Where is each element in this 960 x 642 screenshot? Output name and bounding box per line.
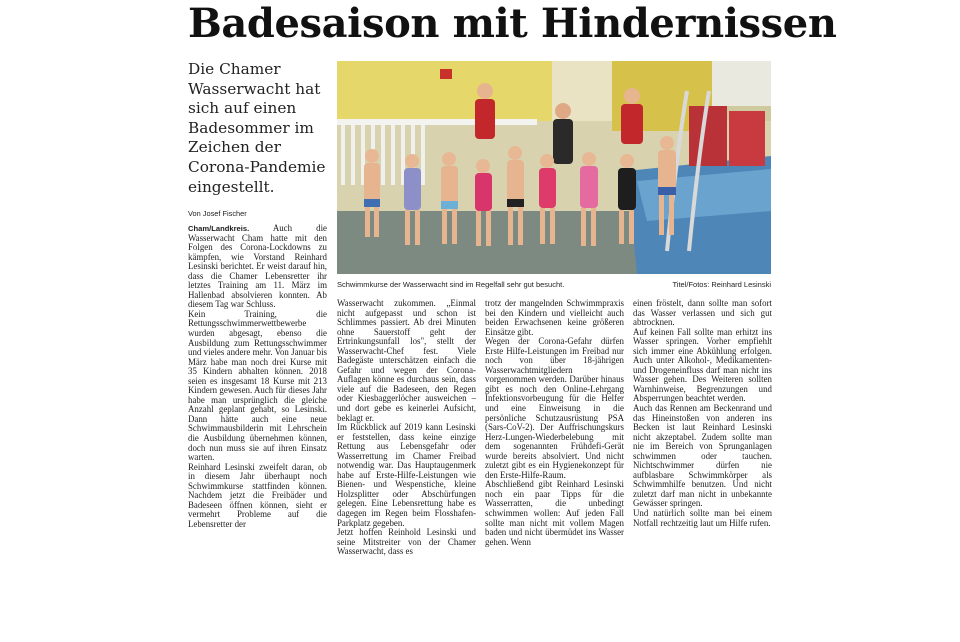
paragraph: Auf keinen Fall sollte man erhitzt ins Wasser springen. Vorher empfiehlt sich immer eine Abkühlung erfolgen. Auch unter Alkohol-, Medikamenten- und Drogeneinfluss darf man nicht ins Wasser gehen. Des Weiteren sollten Warnhinweise, Begrenzungen und Absperrungen beachtet werden. (633, 326, 772, 404)
article-column-4 (633, 299, 772, 642)
paragraph-text: Auch die Wasserwacht Cham hatte mit den Folgen des Corona-Lockdowns zu kämpfen, wie Vorstand Reinhard Lesinski berichtet. Er weist darauf hin, dass die Chamer Lebensretter ihr letztes Training am 11. März im Hallenbad absolvieren konnten. Ab diesem Tag war Schluss. (188, 224, 327, 310)
article-photo (337, 61, 771, 274)
paragraph: Und natürlich sollte man bei einem Notfall rechtzeitig laut um Hilfe rufen. (633, 508, 772, 528)
paragraph: einen fröstelt, dann sollte man sofort das Wasser verlassen und sich gut abtrocknen. (633, 299, 772, 328)
paragraph: Im Rückblick auf 2019 kann Lesinski er feststellen, dass keine einzige Rettung aus Lebensgefahr oder Wasserrettung im Chamer Freibad notwendig war. Das Hauptaugenmerk habe auf Erste-Hilfe-Leistungen wie Bienen- und Wespenstiche, kleine Holzsplitter oder Abschürfungen gelegen. Eine Lebensrettung habe es dagegen im Regen beim Flosshafen-Parkplatz gegeben. (337, 422, 476, 528)
headline: Badesaison mit Hindernissen (188, 0, 837, 47)
paragraph (188, 224, 327, 310)
subheadline: Die Chamer Wasserwacht hat sich auf einen Badesommer im Zeichen der Corona-Pandemie eingestellt. (188, 60, 326, 196)
dateline: Cham/Landkreis. (188, 224, 250, 233)
paragraph: Auch das Rennen am Beckenrand und das Hineinstoßen von anderen ins Becken ist laut Reinhard Lesinski nicht akzeptabel. Zudem sollte man nie im Bereich von Sprunganlagen schwimmen oder tauchen. Nichtschwimmer dürfen nie aufblasbare Schwimmkörper als Schwimmhilfe benutzen. Und nicht zuletzt darf man nicht in unbekannte Gewässer springen. (633, 403, 772, 509)
byline: Von Josef Fischer (188, 209, 247, 218)
paragraph: Abschließend gibt Reinhard Lesinski noch ein paar Tipps für die Wasserratten, die unbedingt schwimmen wollen: Auf jeden Fall sollte man nicht mit vollem Magen baden und nicht übermüdet ins Wasser gehen. Wenn (485, 479, 624, 547)
article-column-2 (337, 299, 476, 642)
article-column-1 (188, 224, 327, 642)
paragraph: Wegen der Corona-Gefahr dürfen Erste Hilfe-Leistungen im Freibad nur noch von über 18-jährigen Wasserwachtmitgliedern vorgenommen werden. Darüber hinaus gibt es noch den Online-Lehrgang Infektionsvorbeugung für die Helfer und eine Einweisung in die persönliche Schutzausrüstung PSA (Sars-CoV-2). Der Auffrischungskurs Herz-Lungen-Wiederbelebung mit dem sogenannten Frühdefi-Gerät wurde bereits absolviert. Und nicht zuletzt gibt es ein Hygienekonzept für den Erste-Hilfe-Raum. (485, 336, 624, 480)
photo-illustration (337, 61, 771, 274)
photo-caption: Schwimmkurse der Wasserwacht sind im Regelfall sehr gut besucht. (337, 280, 565, 289)
paragraph: Jetzt hoffen Reinhold Lesinski und seine Mitstreiter von der Chamer Wasserwacht, dass es (337, 527, 476, 557)
paragraph: Reinhard Lesinski zweifelt daran, ob in diesem Jahr überhaupt noch Schwimmkurse stattfinden können. Nachdem jetzt die Freibäder und Badeseen öffnen können, sieht er vermehrt Probleme auf die Lebensretter der (188, 461, 327, 529)
article-column-3 (485, 299, 624, 642)
photo-credit: Titel/Fotos: Reinhard Lesinski (672, 280, 771, 289)
paragraph: trotz der mangelnden Schwimmpraxis bei den Kindern und vielleicht auch beiden Erwachsenen keine größeren Einsätze gibt. (485, 299, 624, 337)
paragraph: Wasserwacht zukommen. „Einmal nicht aufgepasst und schon ist Schlimmes passiert. Ab drei Minuten ohne Sauerstoff geht der Ertrinkungsunfall los", stellt der Wasserwacht-Chef fest. Viele Badegäste unterschätzen einfach die Gefahr und wegen der Corona-Auflagen könne es durchaus sein, dass viele auf die Badeseen, den Regen oder Kiesbaggerlöcher ausweichen – und dort gebe es keinerlei Aufsicht, beklagt er. (337, 299, 476, 423)
paragraph: Kein Training, die Rettungsschwimmerwettbewerbe wurden abgesagt, ebenso die Ausbildung zum Rettungsschwimmer und vieles andere mehr. Von Januar bis März habe man noch drei Kurse mit 35 Kindern abhalten können. 2018 seien es insgesamt 18 Kurse mit 213 Kindern gewesen. Auch für dieses Jahr habe man ursprünglich die gleiche Anzahl geplant gehabt, so Lesinski. Dann hätte auch eine neue Schwimmausbilderin mit Lehrschein die Ausbildung übernehmen können, doch nun muss sie auf ihren Einsatz warten. (188, 308, 327, 463)
